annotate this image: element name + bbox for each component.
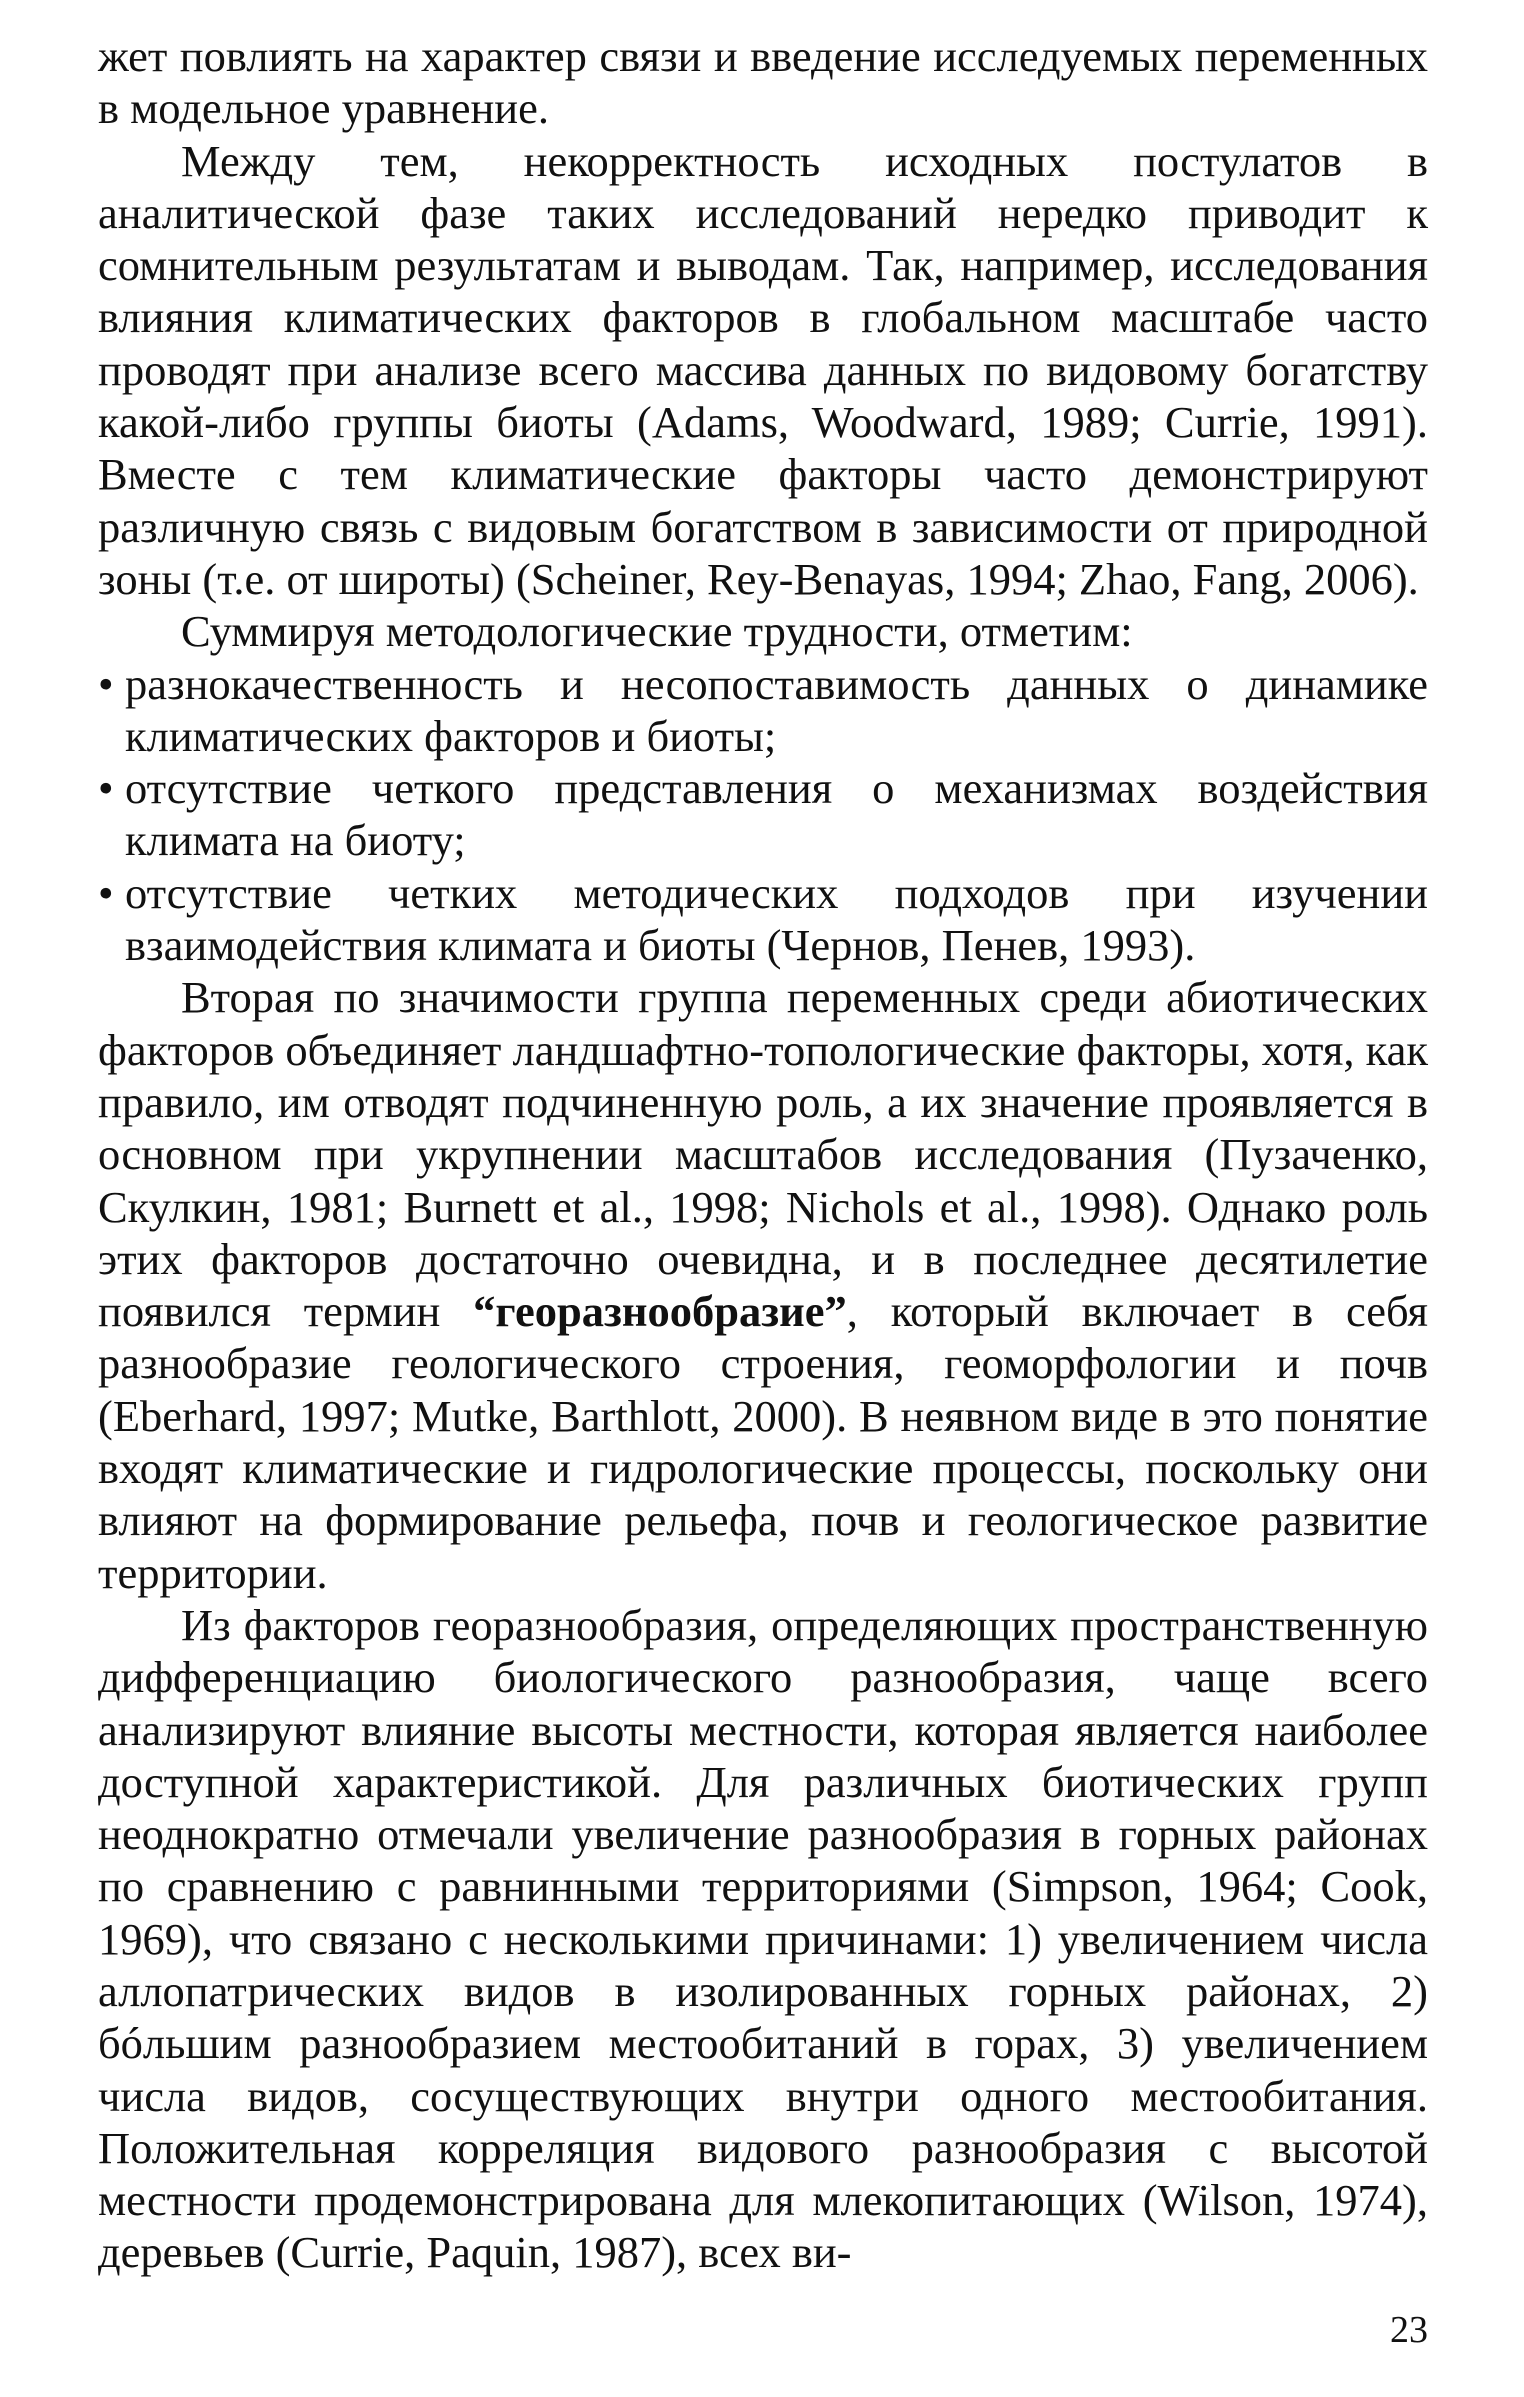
list-item-text: отсутствие четких методических подходов при изучении взаимодействия климата и биоты (Чернов, Пенев, 1993). xyxy=(125,867,1428,971)
paragraph-summary-lead: Суммируя методологические трудности, отметим: xyxy=(181,606,1133,657)
list-item xyxy=(98,658,1428,763)
bullet-icon: • xyxy=(98,658,114,709)
bullet-icon: • xyxy=(98,763,114,814)
list-item xyxy=(98,762,1428,867)
page-number: 23 xyxy=(1390,2309,1428,2351)
paragraph-altitude-factors: Из факторов георазнообразия, определяющих пространственную дифференциацию биологического разнообразия, чаще всего анализируют влияние высоты местности, которая является наиболее доступной характеристикой. Для различных биотических групп неоднократно отмечали увеличение разнообразия в горных районах по сравнению с равнинными территориями (Simpson, 1964; Cook, 1969), что связано с несколькими причинами: 1) увеличением числа аллопатрических видов в изолированных горных районах, 2) бóльшим разнообразием местообитаний в горах, 3) увеличением числа видов, сосуществующих внутри одного местообитания. Положительная корреляция видового разнообразия с высотой местности продемонстрирована для млекопитающих (Wilson, 1974), деревьев (Currie, Paquin, 1987), всех ви- xyxy=(98,1599,1428,2278)
term-georaznoobrazie: “георазнообразие” xyxy=(473,1286,847,1337)
list-item-text: разнокачественность и несопоставимость данных о динамике климатических факторов и биоты; xyxy=(125,658,1428,761)
paragraph-methodology-postulates: Между тем, некорректность исходных постулатов в аналитической фазе таких исследований нередко приводит к сомнительным результатам и выводам. Так, например, исследования влияния климатических факторов в глобальном масштабе часто проводят при анализе всего массива данных по видовому богатству какой-либо группы биоты (Adams, Woodward, 1989; Currie, 1991). Вместе с тем климатические факторы часто демонстрируют различную связь с видовым богатством в зависимости от природной зоны (т.е. от широты) (Scheiner, Rey-Benayas, 1994; Zhao, Fang, 2006). xyxy=(98,135,1428,604)
paragraph-geodiversity xyxy=(98,971,1428,1599)
bullet-icon: • xyxy=(98,867,114,918)
paragraph-text-after-term: , который включает в себя разнообразие геологического строения, геоморфологии и почв (Eberhard, 1997; Mutke, Barthlott, 2000). В неявном виде в это понятие входят климатические и гидрологические процессы, поскольку они влияют на формирование рельефа, почв и геологическое развитие территории. xyxy=(98,1286,1428,1598)
difficulties-list xyxy=(98,658,1428,972)
list-item-text: отсутствие четкого представления о механизмах воздействия климата на биоту; xyxy=(125,763,1428,866)
page-body xyxy=(98,30,1428,2279)
paragraph-text-before-term: Вторая по значимости группа переменных среди абиотических факторов объединяет ландшафтно-топологические факторы, хотя, как правило, им отводят подчиненную роль, а их значение проявляется в основном при укрупнении масштабов исследования (Пузаченко, Скулкин, 1981; Burnett et al., 1998; Nichols et al., 1998). Однако роль этих факторов достаточно очевидна, и в последнее десятилетие появился термин xyxy=(98,972,1428,1337)
paragraph-continuation: жет повлиять на характер связи и введение исследуемых переменных в модельное уравнение. xyxy=(98,31,1428,134)
list-item xyxy=(98,867,1428,972)
